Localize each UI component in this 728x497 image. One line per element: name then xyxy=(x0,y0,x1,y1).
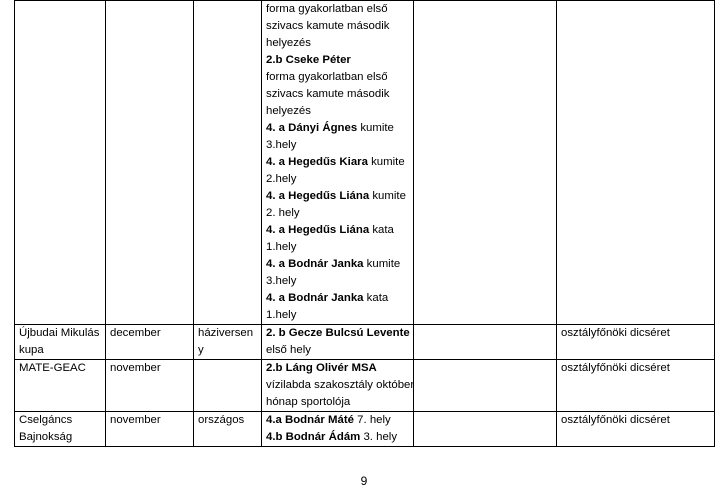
result-text: helyezés xyxy=(266,37,311,49)
student-name: 2. b Gecze Bulcsú Levente xyxy=(266,327,410,339)
result-text: 1.hely xyxy=(266,309,297,321)
award-cell: osztályfőnöki dicséret xyxy=(557,325,715,360)
results-cell xyxy=(262,325,414,360)
result-text: kumite xyxy=(367,156,405,168)
note-cell xyxy=(414,1,557,325)
student-name: 4.b Bodnár Ádám xyxy=(266,431,361,443)
result-text: kata xyxy=(363,292,389,304)
result-text: szivacs kamute második xyxy=(266,20,390,32)
month-cell: december xyxy=(106,325,194,360)
result-line xyxy=(266,412,409,429)
result-text: kumite xyxy=(363,258,401,270)
result-text: szivacs kamute második xyxy=(266,88,390,100)
result-line xyxy=(266,52,409,69)
result-line xyxy=(266,290,409,307)
results-cell xyxy=(262,360,414,412)
competition-name-line: Cselgáncs xyxy=(19,414,73,426)
note-cell xyxy=(414,360,557,412)
competition-name-line: kupa xyxy=(19,344,44,356)
result-line xyxy=(266,222,409,239)
result-text: kumite xyxy=(369,190,406,202)
competition-name-cell xyxy=(15,1,106,325)
result-line xyxy=(266,256,409,273)
result-line xyxy=(266,429,409,446)
table-row xyxy=(15,412,715,447)
result-line xyxy=(266,1,409,18)
result-line xyxy=(266,188,409,205)
competition-name-line: Újbudai Mikulás xyxy=(19,327,100,339)
results-table-body xyxy=(15,1,715,447)
student-name: 4. a Bodnár Janka xyxy=(266,258,364,270)
result-text: 1.hely xyxy=(266,241,297,253)
table-row xyxy=(15,360,715,412)
student-name: 4.a Bodnár Máté xyxy=(266,414,354,426)
competition-name-cell xyxy=(15,360,106,412)
result-text: vízilabda szakosztály október xyxy=(266,379,415,391)
result-text: első hely xyxy=(266,344,311,356)
student-name: 4. a Hegedűs Liána xyxy=(266,190,370,202)
level-cell: országos xyxy=(194,412,262,447)
student-name: 4. a Bodnár Janka xyxy=(266,292,364,304)
result-text: forma gyakorlatban első xyxy=(266,71,388,83)
student-name: 2.b Cseke Péter xyxy=(266,54,351,66)
result-line xyxy=(266,103,409,120)
result-line xyxy=(266,18,409,35)
competition-name-line: Bajnokság xyxy=(19,431,73,443)
competition-name-cell xyxy=(15,412,106,447)
award-cell: osztályfőnöki dicséret xyxy=(557,360,715,412)
level-cell: háziverseny xyxy=(194,325,262,360)
result-line xyxy=(266,86,409,103)
result-text: kata xyxy=(369,224,394,236)
result-text: 7. hely xyxy=(353,414,391,426)
result-line xyxy=(266,273,409,290)
result-line xyxy=(266,394,409,411)
result-text: forma gyakorlatban első xyxy=(266,3,388,15)
student-name: 4. a Hegedűs Liána xyxy=(266,224,370,236)
result-line xyxy=(266,239,409,256)
result-text: helyezés xyxy=(266,105,311,117)
level-cell xyxy=(194,1,262,325)
student-name: 2.b Láng Olivér MSA xyxy=(266,362,377,374)
results-cell xyxy=(262,1,414,325)
result-line xyxy=(266,205,409,222)
table-row xyxy=(15,1,715,325)
results-cell xyxy=(262,412,414,447)
student-name: 4. a Dányi Ágnes xyxy=(266,122,358,134)
result-line xyxy=(266,120,409,137)
page-number: 9 xyxy=(360,474,368,488)
note-cell xyxy=(414,325,557,360)
result-text: kumite xyxy=(357,122,394,134)
month-cell: november xyxy=(106,360,194,412)
result-line xyxy=(266,69,409,86)
result-line xyxy=(266,307,409,324)
note-cell xyxy=(414,412,557,447)
result-line xyxy=(266,154,409,171)
result-text: 3.hely xyxy=(266,139,297,151)
result-line xyxy=(266,171,409,188)
result-line xyxy=(266,35,409,52)
result-line xyxy=(266,377,415,394)
results-table xyxy=(14,0,715,447)
result-line xyxy=(266,342,409,359)
month-cell: november xyxy=(106,412,194,447)
competition-name-line: MATE-GEAC xyxy=(19,362,86,374)
month-cell xyxy=(106,1,194,325)
result-text: 2. hely xyxy=(266,207,300,219)
competition-name-cell xyxy=(15,325,106,360)
result-text: hónap sportolója xyxy=(266,396,351,408)
table-row xyxy=(15,325,715,360)
award-cell: osztályfőnöki dicséret xyxy=(557,412,715,447)
result-text: 2.hely xyxy=(266,173,297,185)
result-line xyxy=(266,137,409,154)
result-line xyxy=(266,360,409,377)
result-text: 3. hely xyxy=(360,431,398,443)
award-cell xyxy=(557,1,715,325)
level-cell xyxy=(194,360,262,412)
result-line xyxy=(266,325,409,342)
result-text: 3.hely xyxy=(266,275,297,287)
student-name: 4. a Hegedűs Kiara xyxy=(266,156,368,168)
